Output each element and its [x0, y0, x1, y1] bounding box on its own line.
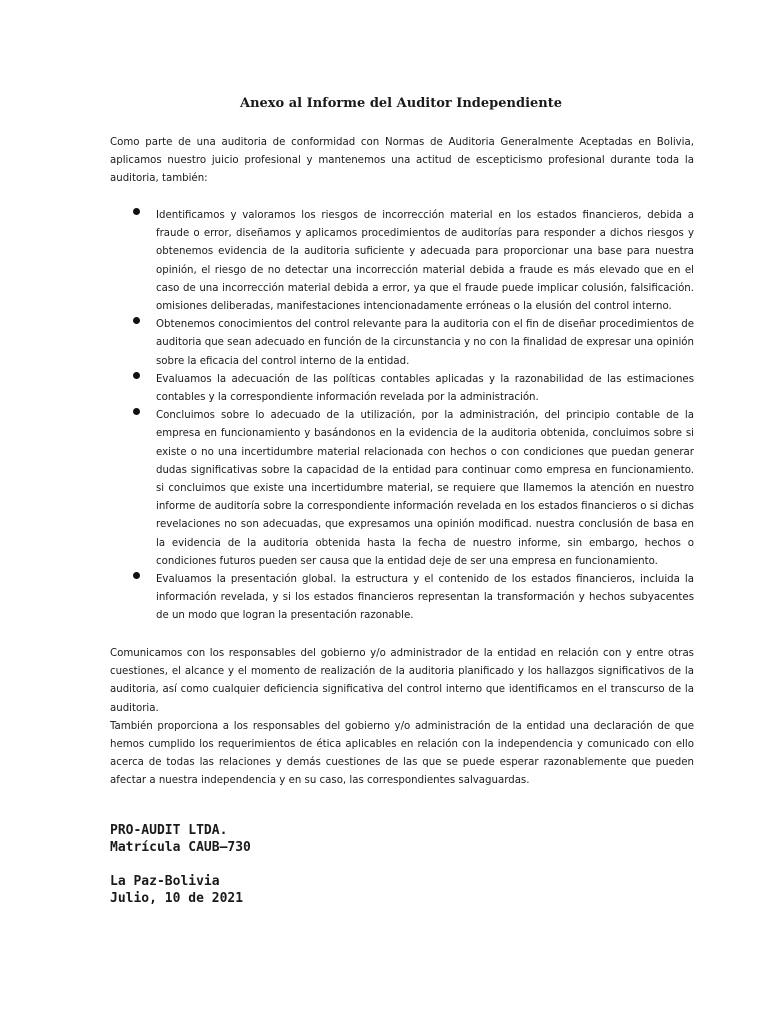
closing-paragraph-independence: También proporciona a los responsables del gobierno y/o administración de la entidad una declaración de que hemos cumplido los requerimientos de ética aplicables en relación con la independencia y comunicado con ello acerca de todas las relaciones y demás cuestiones de las que se puede esperar razonablemente que pueden afectar a nuestra independencia y en su caso, las correspondientes salvaguardas.: [110, 720, 694, 787]
document-title: Anexo al Informe del Auditor Independiente: [239, 96, 563, 111]
list-item: [156, 316, 694, 371]
list-item: [156, 407, 694, 571]
bullet-icon: [133, 408, 140, 415]
list-item: [156, 207, 694, 316]
list-item-text: Concluimos sobre lo adecuado de la utilización, por la administración, del principio contable de la empresa en funcionamiento y basándonos en la evidencia de la auditoria obtenida, concluimos sobre si existe o no una incertidumbre material relacionada con hechos o con condiciones que puedan generar dudas significativas sobre la capacidad de la entidad para continuar como empresa en funcionamiento. si concluimos que existe una incertidumbre material, se requiere que llamemos la atención en nuestro informe de auditoría sobre la correspondiente información revelada en los estados financieros o si dichas revelaciones no son adecuadas, que expresamos una opinión modificad. nuestra conclusión de basa en la evidencia de la auditoria obtenida hasta la fecha de nuestro informe, sin embargo, hechos o condiciones futuros pueden ser causa que la entidad deje de ser una empresa en funcionamiento.: [156, 410, 694, 567]
signing-date: Julio, 10 de 2021: [110, 890, 244, 906]
bullet-list: [156, 207, 694, 626]
closing-paragraph-communication: Comunicamos con los responsables del gobierno y/o administrador de la entidad en relación con y entre otras cuestiones, el alcance y el momento de realización de la auditoria planificado y los hallazgos significativos de la auditoria, así como cualquier deficiencia significativa del control interno que identificamos en el transcurso de la auditoria.: [110, 648, 694, 714]
signing-place: La Paz-Bolivia: [110, 874, 220, 889]
bullet-icon: [133, 317, 140, 324]
list-item-text: Identificamos y valoramos los riesgos de incorrección material en los estados financieros, debida a fraude o error, diseñamos y aplicamos procedimientos de auditorías para responder a dichos riesgos y obtenemos evidencia de la auditoria suficiente y adecuada para proporcionar una base para nuestra opinión, el riesgo de no detectar una incorrección material debida a fraude es más elevado que en el caso de una incorrección material debida a error, ya que el fraude puede implicar colusión, falsificación. omisiones deliberadas, manifestaciones intencionadamente erróneas o la elusión del control interno.: [156, 210, 694, 313]
list-item-text: Evaluamos la adecuación de las políticas contables aplicadas y la razonabilidad de las estimaciones contables y la correspondiente información revelada por la administración.: [156, 373, 694, 404]
bullet-icon: [133, 572, 140, 579]
bullet-icon: [133, 208, 140, 215]
firm-name: PRO-AUDIT LTDA.: [110, 823, 228, 838]
closing-section: [110, 645, 694, 791]
bullet-icon: [133, 372, 140, 379]
list-item-text: Evaluamos la presentación global. la estructura y el contenido de los estados financieros, incluida la información revelada, y si los estados financieros representan la transformación y hechos subyacentes de un modo que logran la presentación razonable.: [156, 574, 694, 622]
intro-paragraph: Como parte de una auditoria de conformidad con Normas de Auditoria Generalmente Aceptadas en Bolivia, aplicamos nuestro juicio profesional y mantenemos una actitud de escepticismo profesional durante toda la auditoria, también:: [110, 137, 694, 185]
registration-number: Matrícula CAUB–730: [110, 839, 251, 855]
list-item: [156, 371, 694, 407]
signature-block: [110, 823, 251, 907]
list-item-text: Obtenemos conocimientos del control relevante para la auditoria con el fin de diseñar procedimientos de auditoria que sean adecuado en función de la circunstancia y no con la finalidad de expresar una opinión sobre la eficacia del control interno de la entidad.: [156, 319, 694, 367]
list-item: [156, 571, 694, 626]
